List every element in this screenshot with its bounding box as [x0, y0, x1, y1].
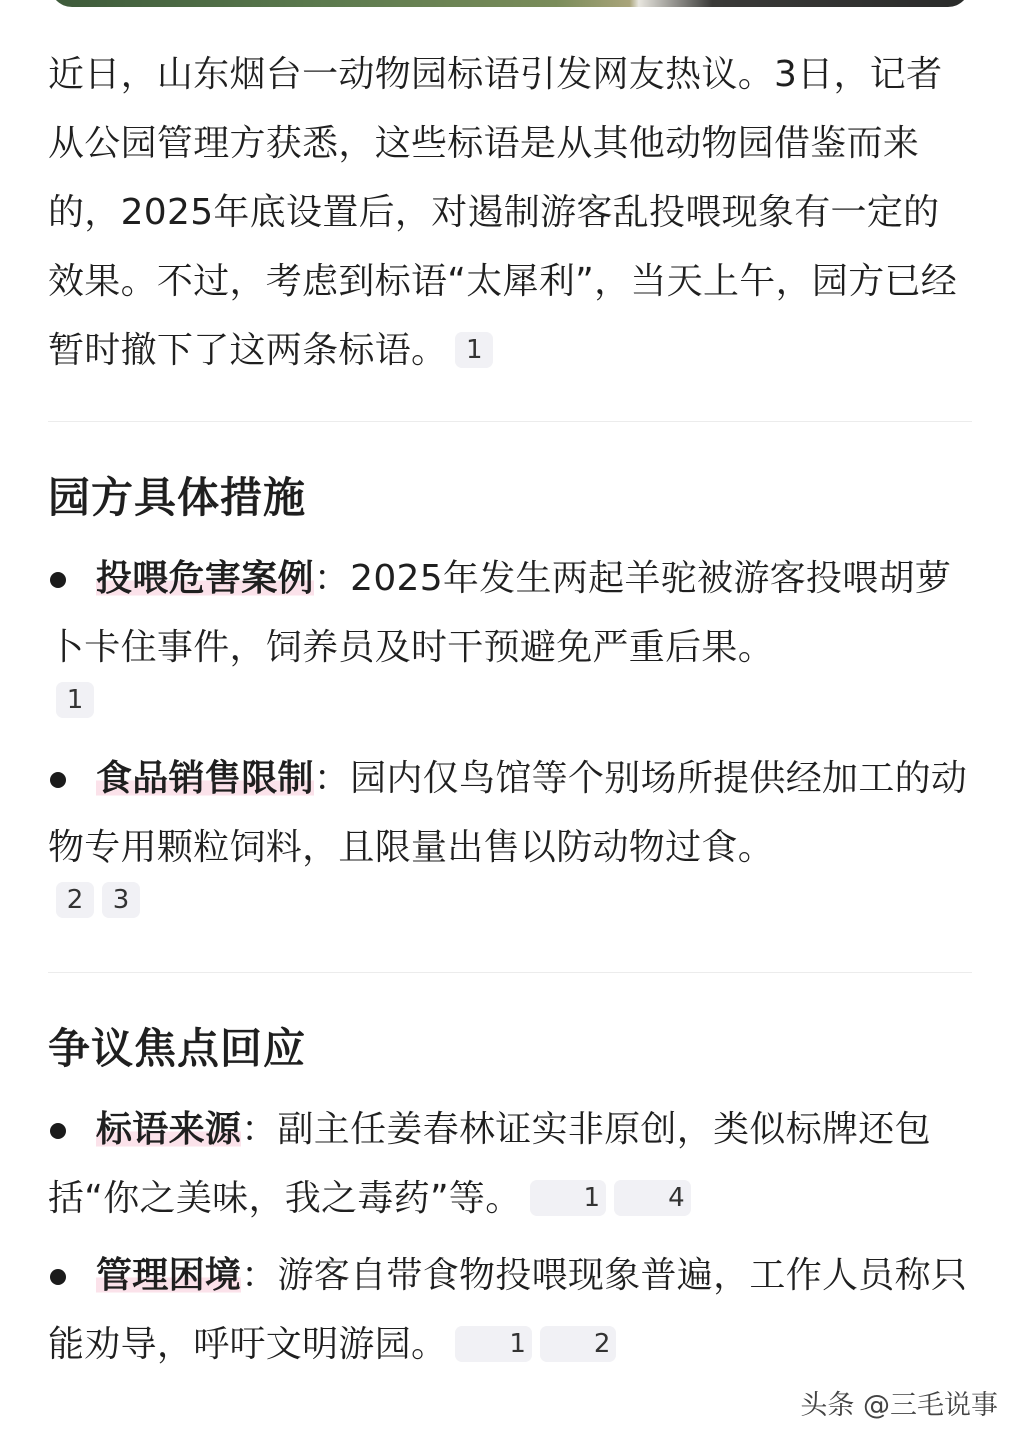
- list-item-text: [48, 1241, 972, 1379]
- citation-badge[interactable]: 1: [56, 682, 94, 718]
- section-divider: [48, 421, 972, 422]
- article-top-image[interactable]: [50, 0, 970, 7]
- list-item: [48, 544, 972, 736]
- citation-badge[interactable]: 2: [540, 1326, 617, 1362]
- intro-paragraph: [48, 40, 972, 385]
- list-item-body: ：2025年发生两起羊驼被游客投喂胡萝卜卡住事件，饲养员及时干预避免严重后果。: [48, 558, 952, 668]
- list-item-body: ：园内仅鸟馆等个别场所提供经加工的动物专用颗粒饲料，且限量出售以防动物过食。: [48, 758, 968, 868]
- citation-badge[interactable]: 1: [530, 1180, 607, 1216]
- watermark: 头条 @三毛说事: [800, 1390, 998, 1421]
- section-measures: [48, 470, 972, 936]
- bullet-icon: [50, 1123, 66, 1139]
- citation-badge[interactable]: 1: [455, 1326, 532, 1362]
- citation-row: [48, 682, 972, 736]
- section-title: 园方具体措施: [48, 473, 307, 522]
- section-controversy: [48, 1021, 972, 1379]
- list-item-keyword: 投喂危害案例: [96, 558, 314, 599]
- bullet-icon: [50, 1269, 66, 1285]
- intro-text: 近日，山东烟台一动物园标语引发网友热议。3日，记者从公园管理方获悉，这些标语是从其他动物园借鉴而来的，2025年底设置后，对遏制游客乱投喂现象有一定的效果。不过，考虑到标语“太犀利”，当天上午，园方已经暂时撤下了这两条标语。: [48, 54, 958, 371]
- list-item: [48, 1241, 972, 1379]
- section-title: 争议焦点回应: [48, 1024, 307, 1073]
- list-item: [48, 1095, 972, 1233]
- bullet-icon: [50, 572, 66, 588]
- citation-row: [48, 882, 972, 936]
- article-content: [48, 40, 972, 1387]
- list-item-keyword: 食品销售限制: [96, 758, 314, 799]
- list-item-keyword: 标语来源: [96, 1109, 242, 1150]
- list-item-text: [48, 744, 972, 882]
- section-divider: [48, 972, 972, 973]
- list-item-text: [48, 544, 972, 682]
- list-item-keyword: 管理困境: [96, 1255, 242, 1296]
- citation-badge[interactable]: 3: [102, 882, 140, 918]
- citation-badge[interactable]: 4: [614, 1180, 691, 1216]
- citation-badge[interactable]: 2: [56, 882, 94, 918]
- bullet-icon: [50, 772, 66, 788]
- list-item-body: ：游客自带食物投喂现象普遍，工作人员称只能劝导，呼吁文明游园。: [48, 1255, 968, 1365]
- citation-badge[interactable]: 1: [455, 332, 493, 368]
- list-item: [48, 744, 972, 936]
- list-item-body: ：副主任姜春林证实非原创，类似标牌还包括“你之美味，我之毒药”等。: [48, 1109, 931, 1219]
- list-item-text: [48, 1095, 972, 1233]
